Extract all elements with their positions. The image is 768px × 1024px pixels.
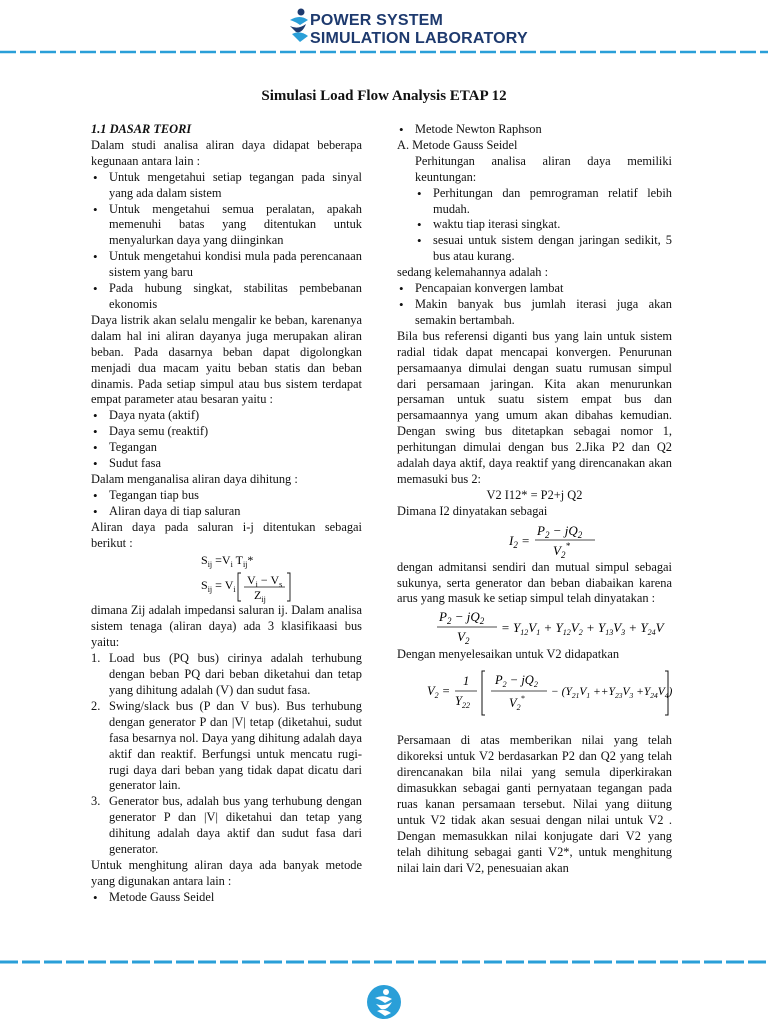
- paragraph: Untuk menghitung aliran daya ada banyak metode yang digunakan antara lain :: [91, 857, 362, 888]
- svg-text:V2: $V_2$: [457, 629, 470, 647]
- methods-list-continued: [397, 122, 672, 138]
- svg-text:Vi − Vs: $V_i - V_s$: [247, 573, 283, 590]
- paragraph: Dalam menganalisa aliran daya dihitung :: [91, 471, 298, 486]
- list-item: • Makin banyak bus jumlah iterasi juga akan semakin bertambah.: [397, 297, 672, 329]
- svg-text:V2*: $V_2^*$: [553, 540, 570, 560]
- svg-text:Sij = Vi: $S_{ij} = V_i$: [201, 578, 236, 595]
- paragraph: dengan admitansi sendiri dan mutual simpul sebagai sukunya, serta generator dan beban diabaikan karena arus yang masuk ke setiap simpul telah dinyatakan :: [397, 559, 672, 606]
- paragraph: Aliran daya pada saluran i-j ditentukan sebagai berikut :: [91, 519, 362, 550]
- section-heading: 1.1 DASAR TEORI: [91, 122, 192, 136]
- list-item: • Perhitungan dan pemrograman relatif lebih mudah.: [415, 186, 672, 218]
- list-item: • waktu tiap iterasi singkat.: [415, 217, 672, 233]
- list-item: • Untuk mengetahui semua peralatan, apakah memenuhi batas yang ditentukan untuk menyalurkan daya yang diinginkan: [91, 202, 362, 250]
- section-a-heading: A. Metode Gauss Seidel: [397, 137, 518, 152]
- logo-line-2: SIMULATION LABORATORY: [310, 30, 528, 47]
- lab-logo: [286, 8, 528, 48]
- params-list: [91, 408, 362, 472]
- lab-logo-icon: [286, 8, 312, 46]
- svg-text:P2 − jQ2: $P_2 - jQ_2$: [537, 522, 583, 540]
- list-item: • Aliran daya di tiap saluran: [91, 504, 362, 520]
- list-item: • Untuk mengetahui kondisi mula pada perencanaan sistem yang baru: [91, 249, 362, 281]
- list-item: • Daya semu (reaktif): [91, 424, 362, 440]
- list-item: • Sudut fasa: [91, 456, 362, 472]
- advantages-list: [397, 186, 672, 266]
- paragraph: Perhitungan analisa aliran daya memiliki keuntungan:: [415, 153, 672, 184]
- equation-v2-i12: V2 I12* = P2+j Q2: [486, 487, 583, 502]
- list-item: • Tegangan tiap bus: [91, 488, 362, 504]
- page-title: Simulasi Load Flow Analysis ETAP 12: [261, 88, 507, 104]
- list-item: • Daya nyata (aktif): [91, 408, 362, 424]
- bus-types-list: [91, 651, 362, 858]
- svg-text:V2*: $V_2^*$: [509, 694, 525, 713]
- svg-text:− (Y21V1 ++Y23V3 +Y24V4): − $(Y_{21}V_1 ++Y_{23}V_3 +Y_{24}V_4)$: [551, 686, 673, 701]
- methods-list: [91, 890, 362, 906]
- node-equation: [397, 607, 672, 647]
- list-item: • Metode Gauss Seidel: [91, 890, 362, 906]
- right-column: [397, 122, 672, 876]
- current-equation: [397, 520, 672, 560]
- svg-text:Sij =Vi Tij*: $S_{ij} =V_i$ $T_{ij}*$: [201, 553, 254, 570]
- paragraph: Dimana I2 dinyatakan sebagai: [397, 503, 548, 518]
- footer-logo-icon: [366, 984, 402, 1020]
- power-flow-equation: [91, 551, 362, 603]
- list-item: • Pada hubung singkat, stabilitas pembebanan ekonomis: [91, 281, 362, 313]
- list-item: • Tegangan: [91, 440, 362, 456]
- svg-text:1: 1: [463, 674, 470, 689]
- svg-text:Zij: $Z_{ij}$: [254, 588, 266, 605]
- list-item: • Untuk mengetahui setiap tegangan pada sinyal yang ada dalam sistem: [91, 170, 362, 202]
- header-divider-line: [0, 50, 768, 54]
- paragraph: Persamaan di atas memberikan nilai yang telah dikoreksi untuk V2 berdasarkan P2 dan Q2 yang telah direncanakan bila nilai yang semula diperkirakan dimasukkan sebagai ganti pernyataan tegangan pada ruas kanan persamaan tersebut. Nilai yang diitung untuk V2 tidak akan sesuai dengan nilai untuk V2 . Dengan memasukkan nilai konjugate dari V2 yang telah dihitung sebagai ganti V2*, untuk menghitung nilai lain dari V2, penesuaian akan: [397, 733, 672, 875]
- list-item: 3. Generator bus, adalah bus yang terhubung dengan generator P dan |V| diketahui dan tetap yang dihitung adalah daya aktif dan sudut fasa dari generator.: [91, 794, 362, 857]
- intro-paragraph: Dalam studi analisa aliran daya didapat beberapa kegunaan antara lain :: [91, 137, 362, 168]
- uses-list: [91, 170, 362, 313]
- disadvantages-list: [397, 281, 672, 329]
- paragraph: Bila bus referensi diganti bus yang lain untuk sistem radial tidak dapat mencapai konvergen. Penurunan persamaanya dimulai dengan suatu rumusan simpul dari persamaan jaringan. Kita akan menurunkan persaman untuk suatu sistem empat bus dan persamaannya yang umum akan dibahas kemudian. Dengan swing bus ditetapkan sebagai nomor 1, perhitungan dimulai dengan bus 2.Jika P2 dan Q2 adalah daya aktif, daya reaktif yang direncanakan akan memasuki bus 2:: [397, 328, 672, 486]
- computed-list: [91, 488, 362, 520]
- list-item: 2. Swing/slack bus (P dan V bus). Bus terhubung dengan generator P dan |V| tetap (diketahui, sudut fasa besarnya nol. Daya yang dihitung adalah daya aktif dan reaktif. Berfungsi untuk mencatu rugi-rugi daya dari beban yang tidak dapat dicatu dari generator lain.: [91, 698, 362, 793]
- svg-text:P2 − jQ2: $P_2 - jQ_2$: [495, 673, 538, 690]
- svg-text:Y22: $Y_{22}$: [455, 694, 470, 711]
- list-item: • Pencapaian konvergen lambat: [397, 281, 672, 297]
- svg-text:P2 − jQ2: $P_2 - jQ_2$: [439, 609, 485, 627]
- list-item: • sesuai untuk sistem dengan jaringan sedikit, 5 bus atau kurang.: [415, 233, 672, 265]
- footer-divider: [0, 958, 768, 966]
- logo-line-1: POWER SYSTEM: [310, 12, 444, 29]
- paragraph: Daya listrik akan selalu mengalir ke beban, karenanya dalam hal ini aliran dayanya juga merupakan aliran beban. Pada dasarnya beban dapat digolongkan menjadi dua macam yaitu beban statis dan beban dinamis. Pada setiap simpul atau bus sistem terdapat empat parameter atau besaran yaitu :: [91, 312, 362, 407]
- list-item: 1. Load bus (PQ bus) cirinya adalah terhubung dengan beban PQ dari beban diketahui dan tetap yang dihitung adalah (V) dan sudut fasa.: [91, 651, 362, 697]
- paragraph: dimana Zij adalah impedansi saluran ij. Dalam analisa sistem tenaga (aliran daya) ada 3 klasifikaasi bus yaitu:: [91, 603, 362, 650]
- list-item: • Metode Newton Raphson: [397, 122, 672, 138]
- svg-text:I2 =: $I_2$ =: [509, 532, 530, 550]
- v2-solution-equation: [397, 663, 672, 721]
- svg-text:V2 =: $V_2$ =: [427, 684, 451, 701]
- paragraph: Dengan menyelesaikan untuk V2 didapatkan: [397, 647, 620, 662]
- left-column: [91, 122, 362, 906]
- paragraph: sedang kelemahannya adalah :: [397, 265, 549, 280]
- svg-text:= Y12V1 + Y12V2 + Y13V3 + Y24V: = $Y_{12}V_1 + Y_{12}V_2 + Y_{13}V_3 + Y_{24}V$: [501, 620, 664, 638]
